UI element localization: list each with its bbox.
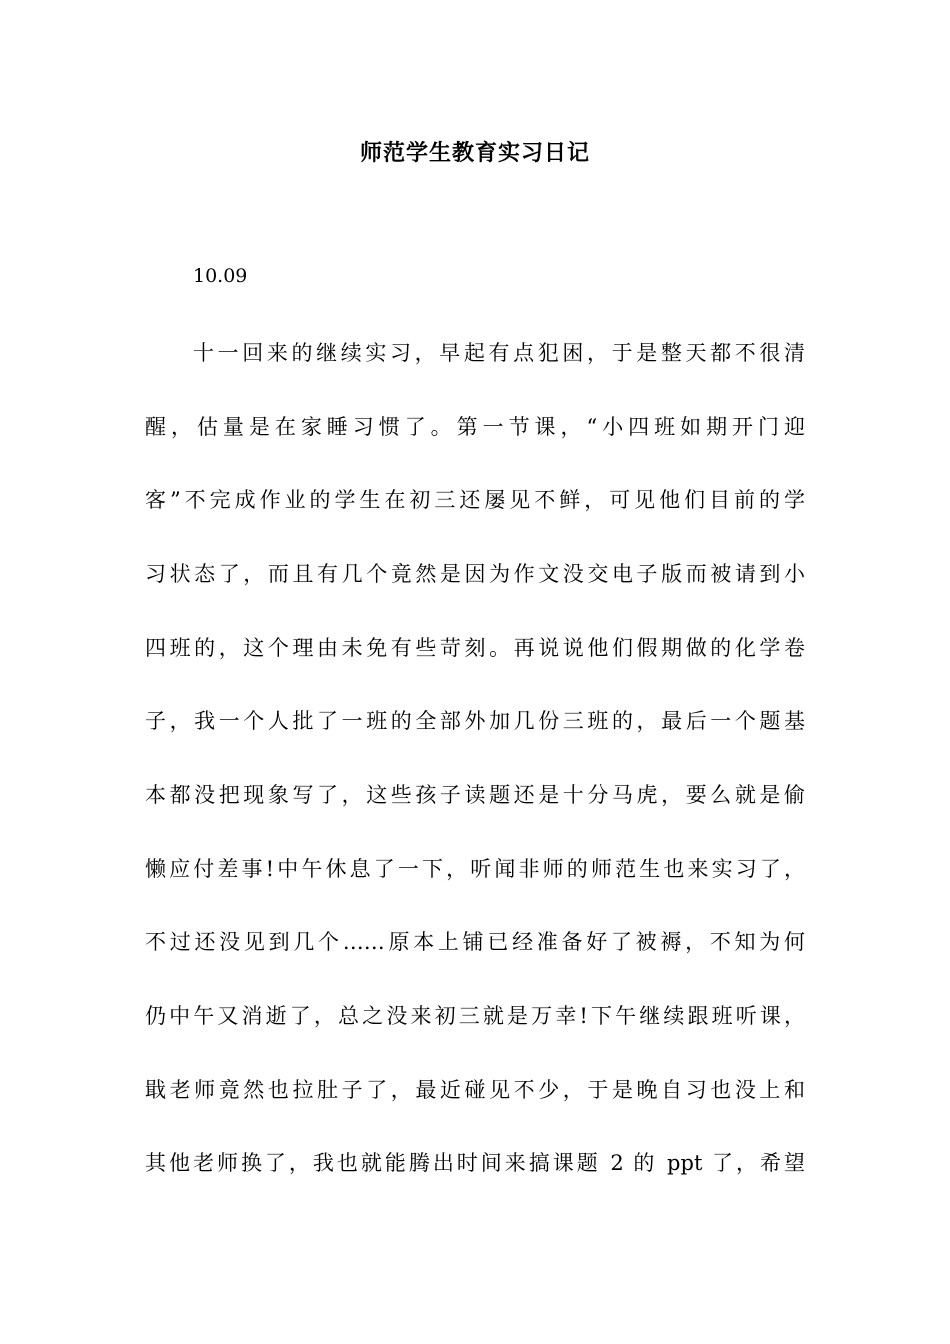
- paragraph-line: 本都没把现象写了，这些孩子读题还是十分马虎，要么就是偷: [145, 783, 805, 807]
- paragraph-line: 仍中午又消逝了，总之没来初三就是万幸!下午继续跟班听课，: [145, 1004, 805, 1028]
- paragraph-line: 四班的，这个理由未免有些苛刻。再说说他们假期做的化学卷: [145, 636, 805, 660]
- paragraph-line: 客”不完成作业的学生在初三还屡见不鲜，可见他们目前的学: [145, 488, 805, 512]
- paragraph-line: 戢老师竟然也拉肚子了，最近碰见不少，于是晚自习也没上和: [145, 1078, 805, 1102]
- paragraph-line: 懒应付差事!中午休息了一下，听闻非师的师范生也来实习了，: [145, 857, 805, 881]
- paragraph-line: 十一回来的继续实习，早起有点犯困，于是整天都不很清: [193, 341, 805, 365]
- paragraph-line: 不过还没见到几个……原本上铺已经准备好了被褥，不知为何: [145, 930, 805, 954]
- paragraph-line: 其他老师换了，我也就能腾出时间来搞课题 2 的 ppt 了，希望: [145, 1151, 805, 1175]
- diary-date: 10.09: [193, 265, 248, 287]
- paragraph-line: 习状态了，而且有几个竟然是因为作文没交电子版而被请到小: [145, 562, 805, 586]
- document-title: 师范学生教育实习日记: [359, 141, 590, 166]
- paragraph-line: 醒，估量是在家睡习惯了。第一节课，“小四班如期开门迎: [145, 415, 805, 439]
- paragraph-line: 子，我一个人批了一班的全部外加几份三班的，最后一个题基: [145, 709, 805, 733]
